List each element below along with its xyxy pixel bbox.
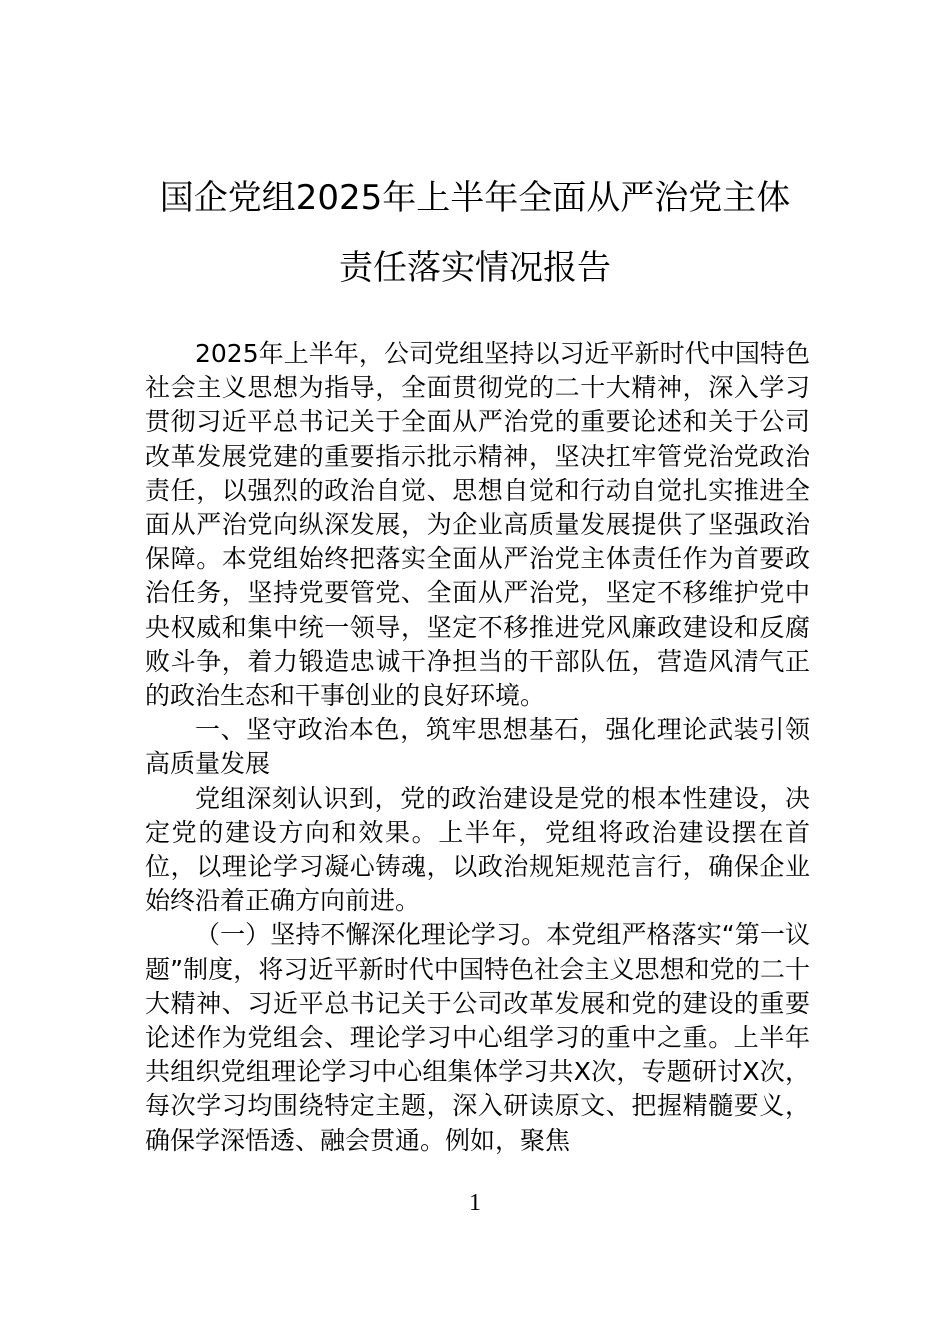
page-number: 1	[469, 1190, 481, 1216]
document-title-line-1: 国企党组2025年上半年全面从严治党主体	[159, 178, 791, 218]
document-body	[145, 337, 810, 1158]
intro-paragraph: 2025年上半年，公司党组坚持以习近平新时代中国特色社会主义思想为指导，全面贯彻党的二十大精神，深入学习贯彻习近平总书记关于全面从严治党的重要论述和关于公司改革发展党建的重要指示批示精神，坚决扛牢管党治党政治责任，以强烈的政治自觉、思想自觉和行动自觉扎实推进全面从严治党向纵深发展，为企业高质量发展提供了坚强政治保障。本党组始终把落实全面从严治党主体责任作为首要政治任务，坚持党要管党、全面从严治党，坚定不移维护党中央权威和集中统一领导，坚定不移推进党风廉政建设和反腐败斗争，着力锻造忠诚干净担当的干部队伍，营造风清气正的政治生态和干事创业的良好环境。	[145, 339, 810, 711]
section-heading-1: 一、坚守政治本色，筑牢思想基石，强化理论武装引领高质量发展	[145, 715, 810, 779]
section-paragraph: 党组深刻认识到，党的政治建设是党的根本性建设，决定党的建设方向和效果。上半年，党组将政治建设摆在首位，以理论学习凝心铸魂，以政治规矩规范言行，确保企业始终沿着正确方向前进。	[145, 783, 810, 916]
subsection-paragraph-1: （一）坚持不懈深化理论学习。本党组严格落实“第一议题”制度，将习近平新时代中国特色社会主义思想和党的二十大精神、习近平总书记关于公司改革发展和党的建设的重要论述作为党组会、理论学习中心组学习的重中之重。上半年共组织党组理论学习中心组集体学习共X次，专题研讨X次，每次学习均围绕特定主题，深入研读原文、把握精髓要义，确保学深悟透、融会贯通。例如，聚焦	[145, 920, 810, 1155]
document-title-line-2: 责任落实情况报告	[339, 248, 611, 288]
